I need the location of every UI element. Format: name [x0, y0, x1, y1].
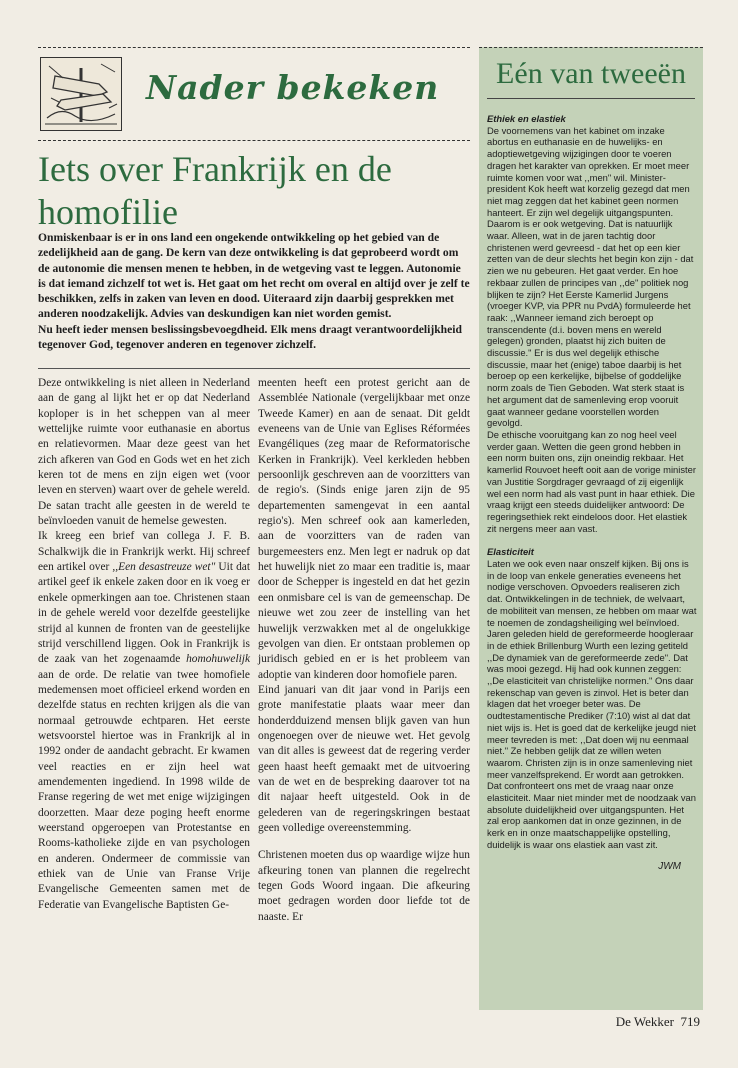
section-title: Nader bekeken	[146, 68, 440, 107]
sidebar-title: Eén van tweeën	[496, 57, 686, 90]
sidebar-heading: Ethiek en elastiek	[487, 113, 566, 124]
article-column-1	[38, 376, 250, 913]
article-lead	[38, 230, 470, 352]
sidebar-paragraph: De voornemens van het kabinet om inzake abortus en euthanasie en de huwelijks- en adoptiewetgeving wijzigingen door te voeren dragen het karakter van oprekken. Er moet meer ruimte komen voor wat ,,men" wil. Minister-president Kok heeft wat korzelig gezegd dat men niet mag zeggen dat het kabinet geen normen hanteert. Er zijn wel degelijk uitgangspunten. Daarom is er ook wetgeving. Dat is natuurlijk waar. Alleen, wat in de jaren tachtig door christenen werd gevreesd - dat het op een kier zetten van de deur slechts het begin kon zijn - dat zien we nu gebeuren. Het gaat verder. En hoe rekbaar zullen de principes van ,,de" politiek nog blijken te zijn? Het Eerste Kamerlid Jurgens (vroeger KVP, via PPR nu PvdA) formuleerde het raak: ,,Wanneer iemand zich beroept op transcendente (d.i. boven mens en wereld gelegen) gronden, plaatst hij zich buiten de discussie." Er is dus wel degelijk ethische discussie, maar het (enige) taboe daarbij is het beroep op een kerkelijke, bijbelse of goddelijke norm zoals de Tien Geboden. Wat sterk staat is het argument dat de samenleving erop vooruit gaat wanneer gedane voorstellen worden gevolgd.	[487, 124, 694, 429]
lead-divider	[38, 368, 470, 369]
sidebar-body	[487, 113, 697, 851]
sidebar-paragraph: Laten we ook even naar onszelf kijken. Bij ons is in de loop van enkele generaties eveneens het nodige verschoven. Opvoeders realiseren zich dat. Ontwikkelingen in de techniek, de welvaart, de mobiliteit van mensen, ze hebben om maar wat te noemen de zondagsheiliging wel beïnvloed. Jaren geleden hield de gereformeerde hoogleraar in de ethiek Brillenburg Wurth een lezing getiteld ,,De dynamiek van de gereformeerde zede". Dat was mooi gezegd. Hij had ook kunnen zeggen: ,,De elasticiteit van christelijke normen." Ons daar rekenschap van geven is zinvol. Het is beter dan klagen dat het vroeger beter was. De oudtestamentische Prediker (7:10) wist al dat dat niet wijs is. Het is goed dat de kerkelijke jeugd niet meer tevreden is met: ,,Dat doen wij nu eenmaal niet." Ze hebben gelijk dat ze willen weten waarom. Christen zijn is in onze samenleving niet meer vanzelfsprekend. Er wordt aan getrokken. Dat confronteert ons met de vraag naar onze elasticiteit. Maar niet minder met de noodzaak van absolute duidelijkheid over uitgangspunten. Het zal erop aankomen dat in onze gezinnen, in de kerk en in onze maatschappelijke opstelling, duidelijk is waar ons elastiek aan vast zit.	[487, 558, 697, 850]
page-footer	[616, 1014, 700, 1030]
sidebar-divider	[487, 98, 695, 99]
header-rule-bottom	[38, 140, 470, 141]
lead-text-2: Nu heeft ieder mensen beslissingsbevoegdheid. Elk mens draagt verantwoordelijkheid tegenover God, tegenover anderen en tegenover zichzelf.	[38, 322, 462, 352]
page-number: 719	[680, 1014, 700, 1029]
paragraph: meenten heeft een protest gericht aan de Assemblée Nationale (vergelijkbaar met onze Tweede Kamer) en aan de senaat. Dit geldt eveneens van de Unie van Eglises Réformées Evangéliques (zeg maar de Reformatorische Kerken in Frankrijk). Veel kerkleden hebben persoonlijk geschreven aan de voorzitters van de regio's. (Sinds enige jaren zijn de 95 departementen samengevat in een aantal regio's). Men schreef ook aan kamerleden, aan de voorzitters van de raden van burgemeesters enz. Men legt er nadruk op dat het huwelijk niet zo maar een traditie is, maar door de Schepper is ingesteld en dat het gezin een onmisbare cel is van de gemeenschap. De nieuwe wet zou zeer de instelling van het huwelijk verzwakken met al de ongelukkige gevolgen van dien. Er ontstaan problemen op juridisch gebied en er is het probleem van adoptie van kinderen door homofiele paren.	[258, 377, 470, 681]
article-title: Iets over Frankrijk en de homofilie	[38, 149, 392, 232]
paragraph: Eind januari van dit jaar vond in Parijs een grote manifestatie plaats waar meer dan honderdduizend mensen blijk gaven van hun ongenoegen over de nieuwe wet. Het gevolg van dit alles is geweest dat de regering verder geen haast heeft gemaakt met de uitvoering van de wet en de bespreking daarover tot na dit najaar heeft uitgesteld. Ook in de gelederen van de regeringskringen bestaat geen volledige overeenstemming.	[258, 683, 470, 834]
publication-name: De Wekker	[615, 1014, 674, 1029]
lead-text: Onmiskenbaar is er in ons land een ongekende ontwikkeling op het gebied van de zedelijkheid aan de gang. De kern van deze ontwikkeling is dat geprobeerd wordt om de autonomie die mensen menen te hebben, in de wetgeving vast te leggen. Autonomie is dat iemand zichzelf tot wet is. Het gaat om het recht om overal en altijd over je zelf te beschikken, zelfs in zaken van leven en dood. Uiteraard zijn daarbij gesprekken met anderen noodzakelijk. Advies van deskundigen kan niet worden gemist.	[38, 231, 470, 321]
sidebar-box	[479, 47, 703, 1010]
header-rule-top	[38, 47, 470, 48]
paragraph: Ik kreeg een brief van collega J. F. B. Schalkwijk die in Frankrijk werkt. Hij schreef een artikel over ,,Een desastreuze wet" Uit dat artikel geef ik enkele zaken door en ik voeg er enkele opmerkingen aan toe. Christenen staan in de gehele wereld voor dezelfde geestelijke strijd al kunnen de fronten van de geestelijke strijd verschillend liggen. Ook in Frankrijk is de zaak van het zogenaamde homohuwelijk aan de orde. De relatie van twee homofiele medemensen moet officieel erkend worden en dezelfde status en rechten krijgen als die van normaal getrouwde echtparen. Het eerste wetsvoorstel hiertoe was in Frankrijk al in 1992 onder de aandacht gebracht. Er kwamen veel reacties en er zijn heel wat amendementen ingediend. In 1998 wilde de Franse regering de wet met enige wijzigingen doorzetten. Maar deze poging heeft enorme weerstand opgeroepen van Protestantse en Rooms-katholieke zijde en van psychologen en anderen. Ondermeer de commissie van ethiek van de Unie van Franse Vrije Evangelische Gemeenten samen met de Federatie van Evangelische Baptisten Ge-	[38, 530, 250, 911]
paragraph: Deze ontwikkeling is niet alleen in Nederland aan de gang al lijkt het er op dat Nederland koploper is in het scheppen van al meer wettelijke ruimte voor euthanasie en abortus en relatievormen. Maar deze geest van het zich afkeren van God en Gods wet en het zich keren tot de mens en zijn eigen wet (voor leven en sterven) waart over de gehele wereld. De satan tracht alle geesten in de wereld te beïnvloeden vanuit de hemelse gewesten.	[38, 377, 250, 528]
article-column-2	[258, 376, 470, 925]
sidebar-heading: Elasticiteit	[487, 546, 534, 558]
signpost-logo-icon	[40, 57, 122, 131]
author-signature: JWM	[658, 860, 681, 872]
sidebar-paragraph: De ethische vooruitgang kan zo nog heel veel verder gaan. Wetten die geen grond hebben in een norm buiten ons, zijn oneindig rekbaar. Het kamerlid Rouvoet heeft ooit aan de vorige minister van Justitie Sorgdrager gevraagd of zij eigenlijk wel een norm had als vast punt in haar ethiek. Die vraag krijgt een steeds duidelijker antwoord: De regeringsethiek rekt eindeloos door. Het elastiek zit nergens meer aan vast.	[487, 428, 696, 534]
paragraph: Christenen moeten dus op waardige wijze hun afkeuring tonen van plannen die regelrecht tegen Gods Woord ingaan. Die afkeuring moet gedragen worden door liefde tot de naaste. Er	[258, 849, 470, 923]
